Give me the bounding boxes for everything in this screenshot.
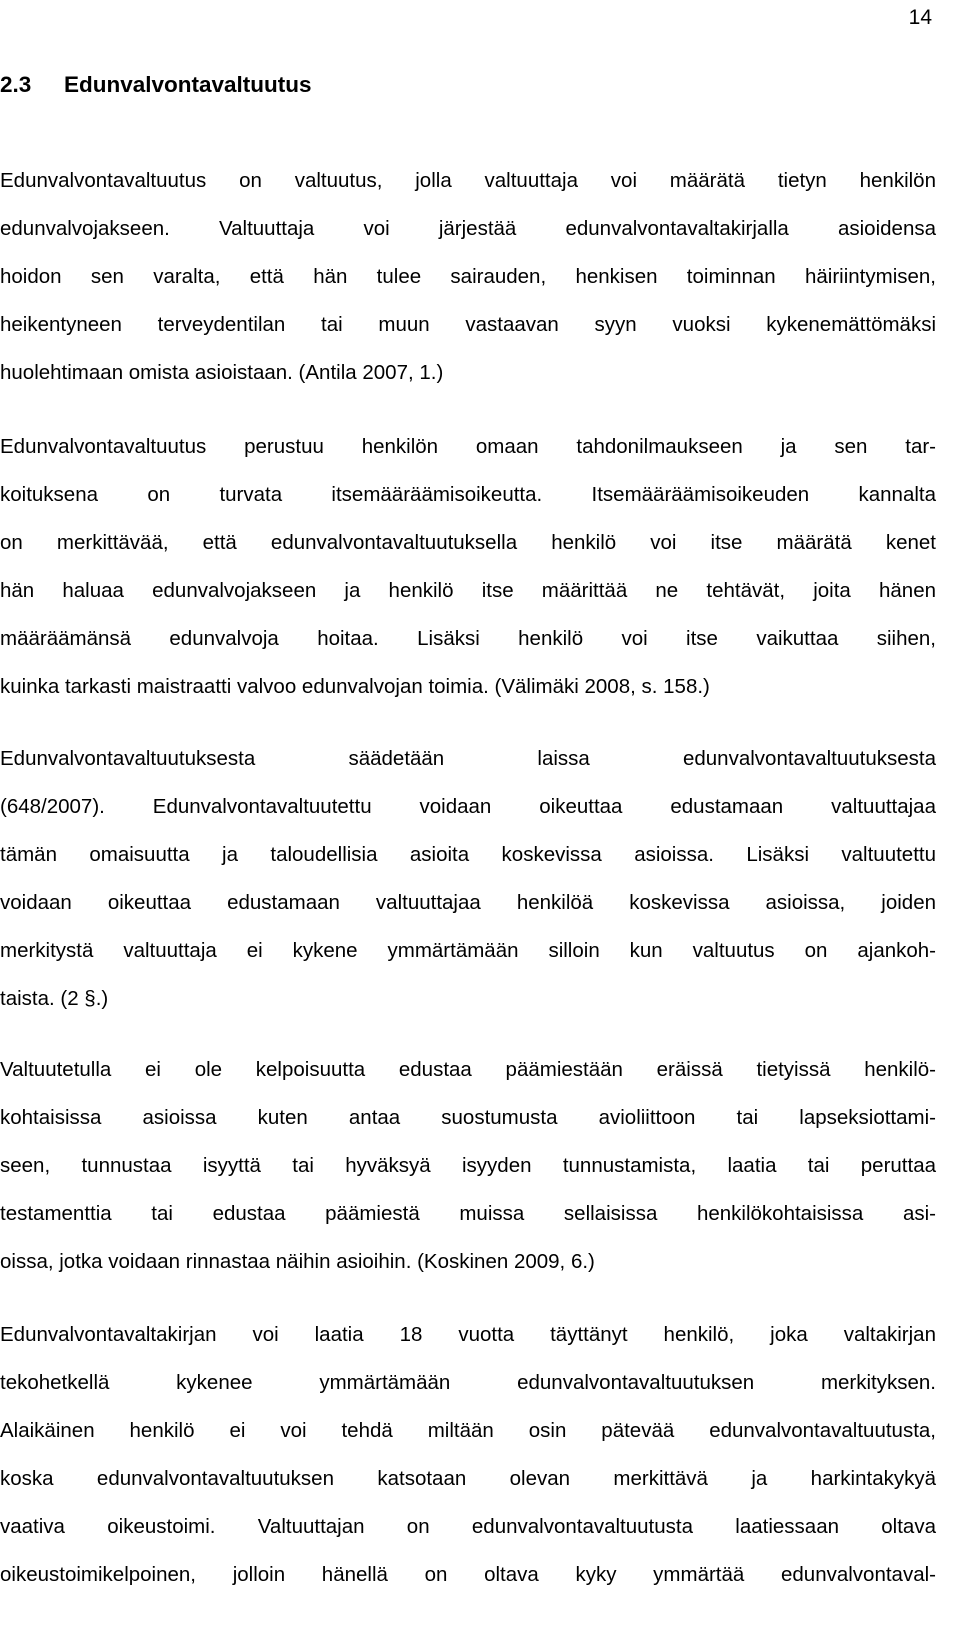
text-line: on merkittävää, että edunvalvontavaltuutuksella henkilö voi itse määrätä kenet <box>0 531 936 554</box>
paragraph-1 <box>0 157 936 397</box>
text-line: voidaan oikeuttaa edustamaan valtuuttajaa henkilöä koskevissa asioissa, joiden <box>0 891 936 914</box>
section-heading <box>0 72 312 98</box>
text-line: Edunvalvontavaltuutus perustuu henkilön omaan tahdonilmaukseen ja sen tar- <box>0 435 936 458</box>
text-line: hoidon sen varalta, että hän tulee sairauden, henkisen toiminnan häiriintymisen, <box>0 265 936 288</box>
text-line: tekohetkellä kykenee ymmärtämään edunvalvontavaltuutuksen merkityksen. <box>0 1371 936 1394</box>
text-line: merkitystä valtuuttaja ei kykene ymmärtämään silloin kun valtuutus on ajankoh- <box>0 939 936 962</box>
section-title: Edunvalvontavaltuutus <box>64 72 312 97</box>
text-line: kuinka tarkasti maistraatti valvoo edunvalvojan toimia. (Välimäki 2008, s. 158.) <box>0 675 710 698</box>
text-line: taista. (2 §.) <box>0 987 109 1010</box>
text-line: testamenttia tai edustaa päämiestä muissa sellaisissa henkilökohtaisissa asi- <box>0 1202 936 1225</box>
paragraph-4 <box>0 1046 936 1286</box>
text-line: Valtuutetulla ei ole kelpoisuutta edustaa päämiestään eräissä tietyissä henkilö- <box>0 1058 936 1081</box>
text-line: hän haluaa edunvalvojakseen ja henkilö itse määrittää ne tehtävät, joita hänen <box>0 579 936 602</box>
text-line: Edunvalvontavaltuutus on valtuutus, jolla valtuuttaja voi määrätä tietyn henkilön <box>0 169 936 192</box>
text-line: määräämänsä edunvalvoja hoitaa. Lisäksi henkilö voi itse vaikuttaa siihen, <box>0 627 936 650</box>
text-line: edunvalvojakseen. Valtuuttaja voi järjestää edunvalvontavaltakirjalla asioidensa <box>0 217 936 240</box>
text-line: (648/2007). Edunvalvontavaltuutettu voidaan oikeuttaa edustamaan valtuuttajaa <box>0 795 936 818</box>
text-line: oikeustoimikelpoinen, jolloin hänellä on oltava kyky ymmärtää edunvalvontaval- <box>0 1563 936 1586</box>
text-line: oissa, jotka voidaan rinnastaa näihin asioihin. (Koskinen 2009, 6.) <box>0 1250 595 1273</box>
text-line: tämän omaisuutta ja taloudellisia asioita koskevissa asioissa. Lisäksi valtuutettu <box>0 843 936 866</box>
text-line: koska edunvalvontavaltuutuksen katsotaan olevan merkittävä ja harkintakykyä <box>0 1467 936 1490</box>
text-line: Alaikäinen henkilö ei voi tehdä miltään osin pätevää edunvalvontavaltuutusta, <box>0 1419 936 1442</box>
page-number: 14 <box>908 6 932 29</box>
paragraph-2 <box>0 423 936 711</box>
text-line: Edunvalvontavaltakirjan voi laatia 18 vuotta täyttänyt henkilö, joka valtakirjan <box>0 1323 936 1346</box>
paragraph-5 <box>0 1311 936 1599</box>
text-line: koituksena on turvata itsemääräämisoikeutta. Itsemääräämisoikeuden kannalta <box>0 483 936 506</box>
paragraph-3 <box>0 735 936 1023</box>
text-line: kohtaisissa asioissa kuten antaa suostumusta avioliittoon tai lapseksiottami- <box>0 1106 936 1129</box>
text-line: heikentyneen terveydentilan tai muun vastaavan syyn vuoksi kykenemättömäksi <box>0 313 936 336</box>
text-line: seen, tunnustaa isyyttä tai hyväksyä isyyden tunnustamista, laatia tai peruttaa <box>0 1154 936 1177</box>
text-line: Edunvalvontavaltuutuksesta säädetään laissa edunvalvontavaltuutuksesta <box>0 747 936 770</box>
text-line: huolehtimaan omista asioistaan. (Antila 2007, 1.) <box>0 361 444 384</box>
text-line: vaativa oikeustoimi. Valtuuttajan on edunvalvontavaltuutusta laatiessaan oltava <box>0 1515 936 1538</box>
section-number: 2.3 <box>0 72 32 97</box>
